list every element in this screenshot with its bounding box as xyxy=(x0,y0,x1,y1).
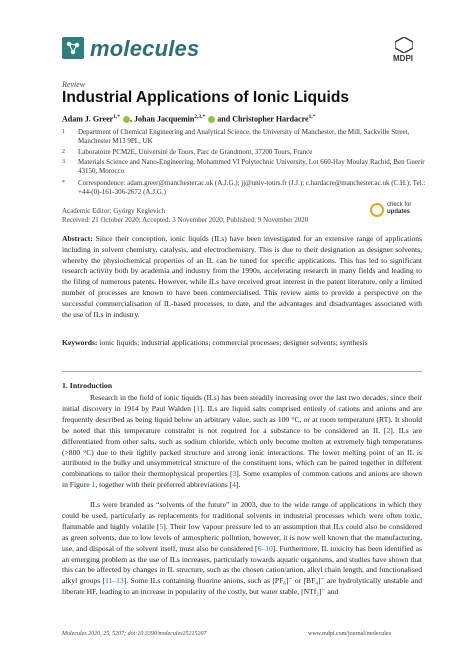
paper-title: Industrial Applications of Ionic Liquids xyxy=(62,89,350,106)
abstract xyxy=(62,234,422,320)
paragraph-text: ]. Some examples of common cations and anions are shown in Figure xyxy=(62,469,422,490)
affiliation-text: Department of Chemical Engineering and Analytical Science, the University of Manchester, the Mill, Sackville Street, Manchester M13 9PL, UK xyxy=(78,128,410,145)
journal-logo-icon xyxy=(62,37,84,59)
paragraph-text: Research in the field of ionic liquids (ILs) has been steadily increasing over the last two decades, since their initial discovery in 1914 by Paul Walden [ xyxy=(62,393,422,413)
citation-link[interactable]: 4 xyxy=(232,480,236,490)
affiliation-1 xyxy=(62,128,432,146)
affiliation-number: 2 xyxy=(62,149,65,155)
paragraph-text: ]. xyxy=(235,480,241,490)
correspondence-text[interactable]: Correspondence: adam.greer@manchester.ac.uk (A.J.G.); jj@univ-tours.fr (J.J.); c.hardacre@manchester.ac.uk (C.H.); Tel.: +44-(0)-161-306-2672 (A.J.G.) xyxy=(78,179,426,196)
paragraph-text: ]. Their low vapour pressure led to an assumption that ILs could also be considered as green solvents, due to low levels of atmospheric pollution, however, it is now well known that the manufacturing, use, and disposal of the solvent itself, must also be considered [ xyxy=(62,521,422,553)
paragraph-text: ]. ILs are liquid salts comprised entirely of cations and anions and are frequently described as being liquid below an arbitrary value, such as 100 °C, or at room temperature (RT). It should be noted that this temperature constraint is not required for a substance to be considered an IL [ xyxy=(62,403,422,435)
affiliation-number: 3 xyxy=(62,159,65,165)
author-affiliation-marker: 2,3,* xyxy=(194,114,206,120)
body-paragraph-1 xyxy=(62,393,422,491)
correspondence-marker: * xyxy=(62,180,65,186)
section-heading: 1. Introduction xyxy=(62,381,113,390)
footer-citation: Molecules 2020, 25, 5207; doi:10.3390/molecules25215207 xyxy=(62,631,207,637)
author-name[interactable]: Christopher Hardacre xyxy=(232,114,309,124)
citation-link[interactable]: 2 xyxy=(386,425,391,435)
badge-line-1: check for xyxy=(387,202,412,208)
academic-editor: Academic Editor: György Keglevich xyxy=(62,207,166,215)
publisher-logo-icon[interactable] xyxy=(395,37,413,53)
body-paragraph-2 xyxy=(62,500,422,598)
paragraph-text: ILs were branded as “solvents of the future” in 2003, due to the wide range of applications in which they could be used, particularly as replacements for traditional solvents in industrial processes which were often toxic, flammable and highly volatile [ xyxy=(62,500,422,531)
citation-link[interactable]: 1 xyxy=(196,403,201,413)
author-list xyxy=(62,114,315,124)
affiliation-3 xyxy=(62,158,432,176)
check-for-updates-badge[interactable] xyxy=(370,201,416,221)
author-affiliation-marker: 1,* xyxy=(113,114,121,120)
paragraph-text: ]. Some ILs containing fluorine anions, such as [PF₆]⁻ or [BF₄]⁻ are hydrolytically unstable and liberate HF, leading to an increase in popularity of the costly, but water stable, [NTf₂]⁻ and xyxy=(62,576,422,597)
figure-link[interactable]: 1 xyxy=(91,480,96,490)
author-separator: and xyxy=(215,114,233,124)
journal-name[interactable]: molecules xyxy=(90,36,200,61)
footer-journal-url[interactable]: www.mdpi.com/journal/molecules xyxy=(308,631,391,637)
paragraph-text: ]. ILs are differentiated from other salts, such as sodium chloride, which only become molten at extremely high temperatures (>800 °C) due to their tightly packed structure and strong ionic interactions. The lower melting point of an IL is attributed to the bulky and unsymmetrical structure of the constituent ions, which can be paired together in different combinations to tailor their thermophysical properties [ xyxy=(62,425,422,479)
check-updates-icon xyxy=(370,203,384,217)
author-name[interactable]: Adam J. Greer xyxy=(62,114,114,124)
author-separator: , xyxy=(130,114,135,124)
citation-link[interactable]: 11–13 xyxy=(105,576,124,586)
publication-dates: Received: 21 October 2020; Accepted: 3 November 2020; Published: 9 November 2020 xyxy=(62,216,309,224)
correspondence xyxy=(62,179,432,197)
affiliation-text: Materials Science and Nano-Engineering, Mohammed VI Polytechnic University, Lot 660-Hay Moulay Rachid, Ben Guerir 43150, Morocco xyxy=(78,158,425,175)
article-type: Review xyxy=(62,80,86,89)
abstract-text: Since their conception, ionic liquids (ILs) have been investigated for an extensive range of applications including in solvent chemistry, catalysis, and electrochemistry. This is due to their designation as designer solvents, whereby the physiochemical properties of an IL can be tuned for specific applications. This has led to significant research activity both by academia and industry from the 1990s, accelerating research in many fields and leading to the filing of numerous patents. However, while ILs have received great interest in the patent literature, only a limited number of processes are known to have been commercialised. This review aims to provide a perspective on the successful commercialisation of IL-based processes, to date, and the advantages and disadvantages associated with the use of ILs in industry. xyxy=(62,234,423,319)
badge-line-2: updates xyxy=(387,209,411,215)
citation-link[interactable]: 3 xyxy=(232,469,237,479)
abstract-label: Abstract: xyxy=(62,234,93,243)
keywords xyxy=(62,338,422,349)
affiliation-number: 1 xyxy=(62,129,65,135)
paragraph-text: , together with their preferred abbreviations [ xyxy=(95,480,233,490)
orcid-icon[interactable] xyxy=(123,116,130,123)
publisher-name: MDPI xyxy=(393,54,413,63)
citation-link[interactable]: 5 xyxy=(159,521,164,531)
paragraph-text: ]. Furthermore, IL toxicity has been identified as an emerging problem as the use of ILs increases, particularly towards aquatic organisms, and studies have shown that this can be affected by changes in IL structure, such as the chosen cation/anion, alkyl chain length, and functionalised alkyl groups [ xyxy=(62,543,422,586)
keywords-label: Keywords: xyxy=(62,338,98,347)
keywords-text: ionic liquids; industrial applications; commercial processes; designer solvents; synthesis xyxy=(99,338,368,347)
citation-link[interactable]: 6–10 xyxy=(257,543,273,553)
section-divider xyxy=(62,371,422,372)
affiliation-text: Laboratoire PCM2E, Université de Tours, Parc de Grandmont, 37200 Tours, France xyxy=(78,148,313,156)
affiliation-2 xyxy=(62,148,432,157)
author-name[interactable]: Johan Jacquemin xyxy=(134,114,195,124)
author-affiliation-marker: 1,* xyxy=(308,114,316,120)
